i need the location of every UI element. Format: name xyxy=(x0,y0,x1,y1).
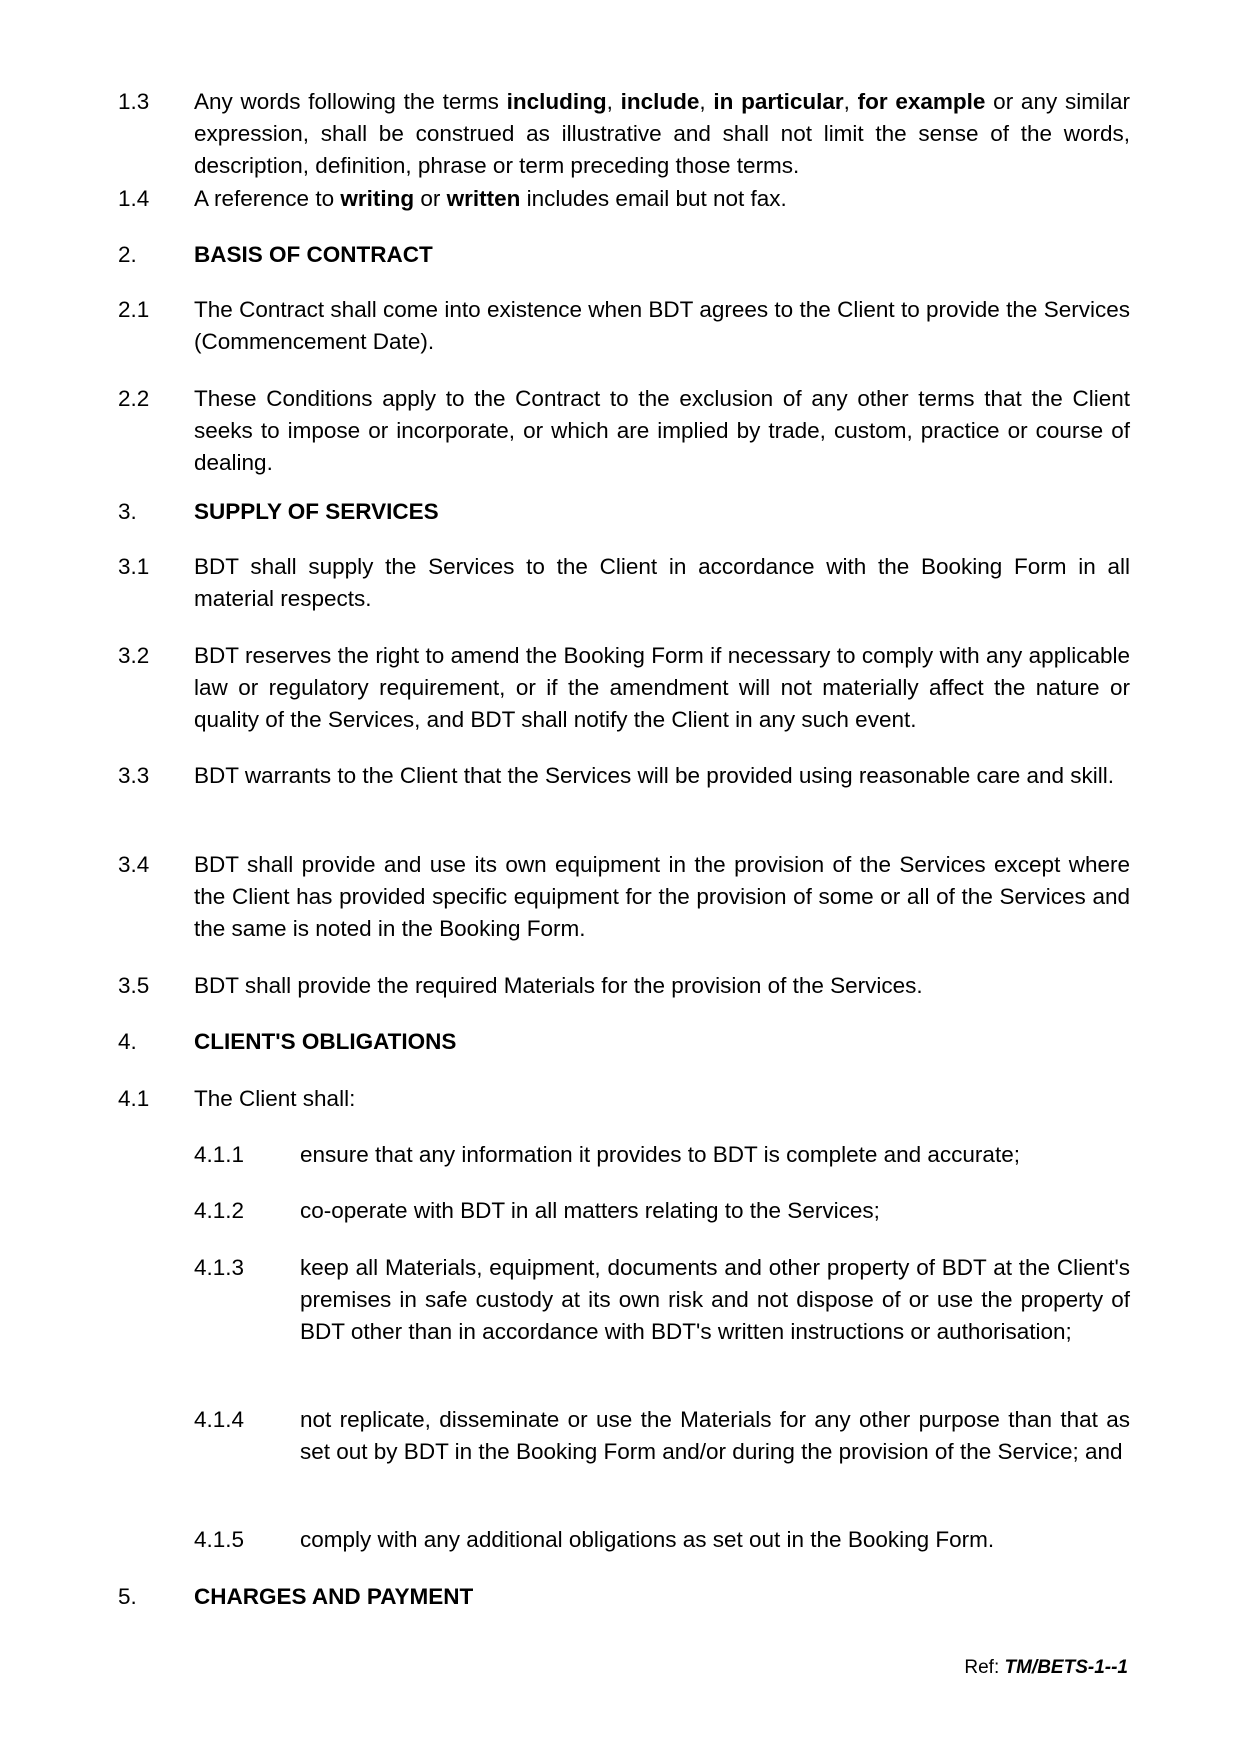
text-run: , xyxy=(843,89,858,114)
clause-text xyxy=(194,294,1130,358)
clause-number: 3.2 xyxy=(118,643,150,668)
section-number: 4. xyxy=(118,1029,137,1054)
clause xyxy=(118,551,1130,615)
text-run: Any words following the terms xyxy=(194,89,507,114)
reference-code: TM/BETS-1--1 xyxy=(1004,1657,1128,1678)
clause-text xyxy=(194,383,1130,479)
text-run: A reference to xyxy=(194,186,341,211)
subclause-text: comply with any additional obligations as set out in the Booking Form. xyxy=(300,1527,995,1552)
clause-text xyxy=(194,760,1130,792)
subclause-text: co-operate with BDT in all matters relating to the Services; xyxy=(300,1198,880,1223)
subclause-number: 4.1.4 xyxy=(194,1407,245,1432)
subclause-text: not replicate, disseminate or use the Materials for any other purpose than that as set out by BDT in the Booking Form and/or during the provision of the Service; and xyxy=(300,1407,1130,1464)
text-run: BDT reserves the right to amend the Booking Form if necessary to comply with any applicable law or regulatory requirement, or if the amendment will not materially affect the nature or quality of the Services, and BDT shall notify the Client in any such event. xyxy=(194,643,1130,732)
section-title xyxy=(194,239,1130,271)
clause xyxy=(118,86,1130,182)
text-run: SUPPLY OF SERVICES xyxy=(194,499,439,524)
text-run: or any similar expression, shall be construed as illustrative and shall not limit the sense of the words, description, definition, phrase or term preceding those terms. xyxy=(194,89,1130,178)
subclause-number: 4.1.1 xyxy=(194,1142,245,1167)
subclause-number: 4.1.3 xyxy=(194,1255,245,1280)
clause xyxy=(118,1083,1130,1115)
defined-term: for example xyxy=(857,89,986,114)
section-heading xyxy=(118,1581,1130,1613)
subclause xyxy=(194,1524,1130,1556)
clause-number: 2.1 xyxy=(118,297,150,322)
reference-label: Ref: xyxy=(964,1657,1005,1678)
text-run: includes email but not fax. xyxy=(520,186,787,211)
text-run: The Contract shall come into existence when BDT agrees to the Client to provide the Services (Commencement Date). xyxy=(194,297,1130,354)
text-run: BDT shall provide and use its own equipment in the provision of the Services except where the Client has provided specific equipment for the provision of some or all of the Services and the same is noted in the Booking Form. xyxy=(194,852,1130,941)
clause-number: 3.1 xyxy=(118,554,150,579)
clause xyxy=(118,294,1130,358)
clause-text xyxy=(194,551,1130,615)
defined-term: include xyxy=(620,89,700,114)
clause-number: 3.5 xyxy=(118,973,150,998)
text-run: or xyxy=(414,186,447,211)
section-number: 5. xyxy=(118,1584,137,1609)
subclause xyxy=(194,1195,1130,1227)
subclause xyxy=(194,1139,1130,1171)
clause-number: 1.3 xyxy=(118,89,150,114)
text-run: BASIS OF CONTRACT xyxy=(194,242,433,267)
clause-number: 1.4 xyxy=(118,186,150,211)
section-number: 3. xyxy=(118,499,137,524)
clause-number: 3.4 xyxy=(118,852,150,877)
subclause-number: 4.1.2 xyxy=(194,1198,245,1223)
text-run: The Client shall: xyxy=(194,1086,356,1111)
clause-text xyxy=(194,970,1130,1002)
clause-text xyxy=(194,640,1130,736)
clause-text xyxy=(194,849,1130,945)
clause xyxy=(118,183,1130,215)
section-heading xyxy=(118,496,1130,528)
clause xyxy=(118,970,1130,1002)
clause xyxy=(118,760,1130,792)
subclause-text: ensure that any information it provides to BDT is complete and accurate; xyxy=(300,1142,1020,1167)
clause-number: 2.2 xyxy=(118,386,150,411)
clause-number: 4.1 xyxy=(118,1086,150,1111)
subclause-number: 4.1.5 xyxy=(194,1527,245,1552)
defined-term: in particular xyxy=(713,89,844,114)
clause xyxy=(118,849,1130,945)
text-run: BDT shall supply the Services to the Client in accordance with the Booking Form in all material respects. xyxy=(194,554,1130,611)
subclause xyxy=(194,1252,1130,1348)
text-run: These Conditions apply to the Contract to the exclusion of any other terms that the Client seeks to impose or incorporate, or which are implied by trade, custom, practice or course of dealing. xyxy=(194,386,1130,475)
section-heading xyxy=(118,1026,1130,1058)
text-run: , xyxy=(699,89,714,114)
defined-term: including xyxy=(506,89,607,114)
clause-number: 3.3 xyxy=(118,763,150,788)
document-reference xyxy=(964,1656,1128,1680)
text-run: BDT shall provide the required Materials for the provision of the Services. xyxy=(194,973,923,998)
clause-text xyxy=(194,1083,1130,1115)
clause xyxy=(118,383,1130,479)
section-title xyxy=(194,496,1130,528)
section-title: CHARGES AND PAYMENT xyxy=(194,1584,474,1609)
section-heading xyxy=(118,239,1130,271)
text-run: , xyxy=(606,89,621,114)
clause-text xyxy=(194,183,1130,215)
section-number: 2. xyxy=(118,242,137,267)
clause-text xyxy=(194,86,1130,182)
subclause-text: keep all Materials, equipment, documents and other property of BDT at the Client's premises in safe custody at its own risk and not dispose of or use the property of BDT other than in accordance with BDT's written instructions or authorisation; xyxy=(300,1255,1130,1344)
defined-term: writing xyxy=(340,186,415,211)
text-run: BDT warrants to the Client that the Services will be provided using reasonable care and skill. xyxy=(194,763,1115,788)
defined-term: written xyxy=(446,186,521,211)
text-run: CLIENT'S OBLIGATIONS xyxy=(194,1029,457,1054)
section-title xyxy=(194,1026,1130,1058)
subclause xyxy=(194,1404,1130,1468)
clause xyxy=(118,640,1130,736)
